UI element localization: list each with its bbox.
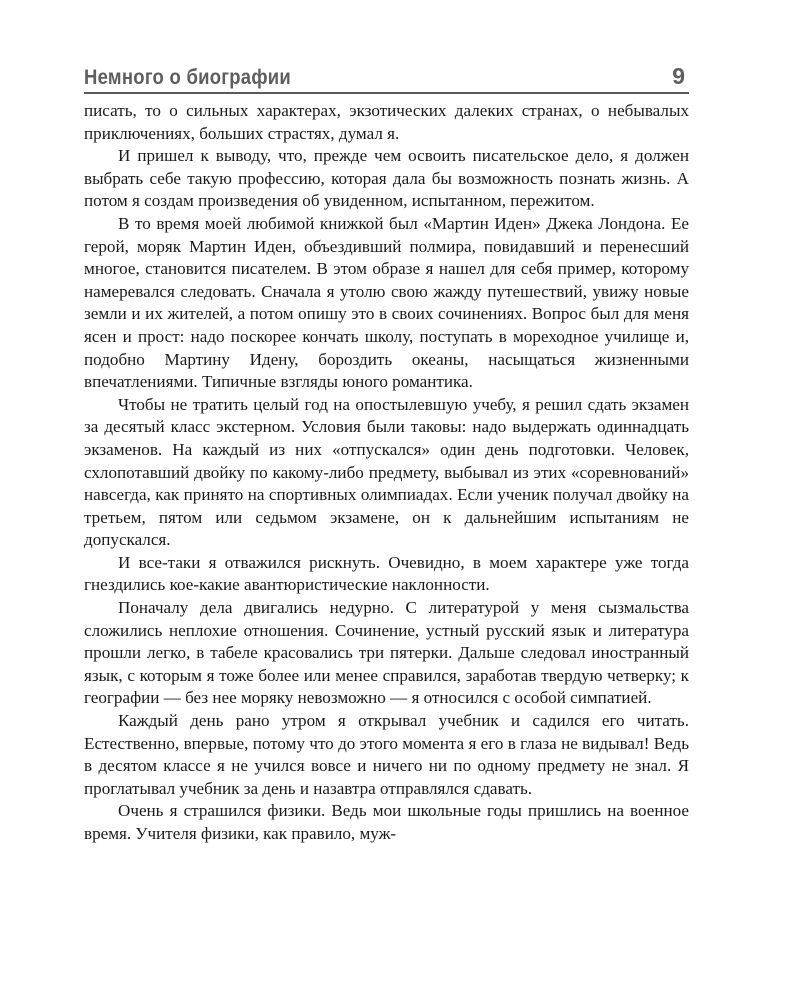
paragraph: И все-таки я отважился рискнуть. Очевидно, в моем характере уже тогда гнездились кое-какие авантюристические наклонности.	[84, 552, 689, 595]
page-number: 9	[672, 63, 685, 89]
paragraph: Чтобы не тратить целый год на опостылевшую учебу, я решил сдать экзамен за десятый класс экстерном. Условия были таковы: надо выдержать одиннадцать экзаменов. На каждый из них «отпускался» один день подготовки. Человек, схлопотавший двойку по какому-либо предмету, выбывал из этих «соревнований» навсегда, как принято на спортивных олимпиадах. Если ученик получал двойку на третьем, пятом или седьмом экзамене, он к дальнейшим испытаниям не допускался.	[84, 394, 689, 550]
chapter-title: Немного о биографии	[84, 66, 292, 89]
paragraph: Поначалу дела двигались недурно. С литературой у меня сызмальства сложились неплохие отношения. Сочинение, устный русский язык и литература прошли легко, в табеле красовались три пятерки. Дальше следовал иностранный язык, с которым я тоже более или менее справился, заработав твердую четверку; к географии — без нее моряку невозможно — я относился с особой симпатией.	[84, 598, 689, 708]
running-header	[84, 60, 689, 94]
paragraph: И пришел к выводу, что, прежде чем освоить писательское дело, я должен выбрать себе такую профессию, которая дала бы возможность познать жизнь. А потом я создам произведения об увиденном, испытанном, пережитом.	[84, 146, 689, 211]
book-page	[84, 60, 689, 846]
paragraph: В то время моей любимой книжкой был «Мартин Иден» Джека Лондона. Ее герой, моряк Мартин Иден, объездивший полмира, повидавший и перенесший многое, становится писателем. В этом образе я нашел для себя пример, которому намеревался следовать. Сначала я утолю свою жажду путешествий, увижу новые земли и их жителей, а потом опишу это в своих сочинениях. Вопрос был для меня ясен и прост: надо поскорее кончать школу, поступать в мореходное училище и, подобно Мартину Идену, бороздить океаны, насыщаться жизненными впечатлениями. Типичные взгляды юного романтика.	[84, 213, 689, 392]
paragraph: Очень я страшился физики. Ведь мои школьные годы пришлись на военное время. Учителя физики, как правило, муж-	[84, 801, 689, 843]
paragraph: Каждый день рано утром я открывал учебник и садился его читать. Естественно, впервые, потому что до этого момента я его в глаза не видывал! Ведь в десятом классе я не учился вовсе и ничего ни по одному предмету не знал. Я проглатывал учебник за день и назавтра отправлялся сдавать.	[84, 711, 689, 798]
body-text	[84, 100, 689, 846]
paragraph: писать, то о сильных характерах, экзотических далеких странах, о небывалых приключениях, больших страстях, думал я.	[84, 101, 689, 143]
